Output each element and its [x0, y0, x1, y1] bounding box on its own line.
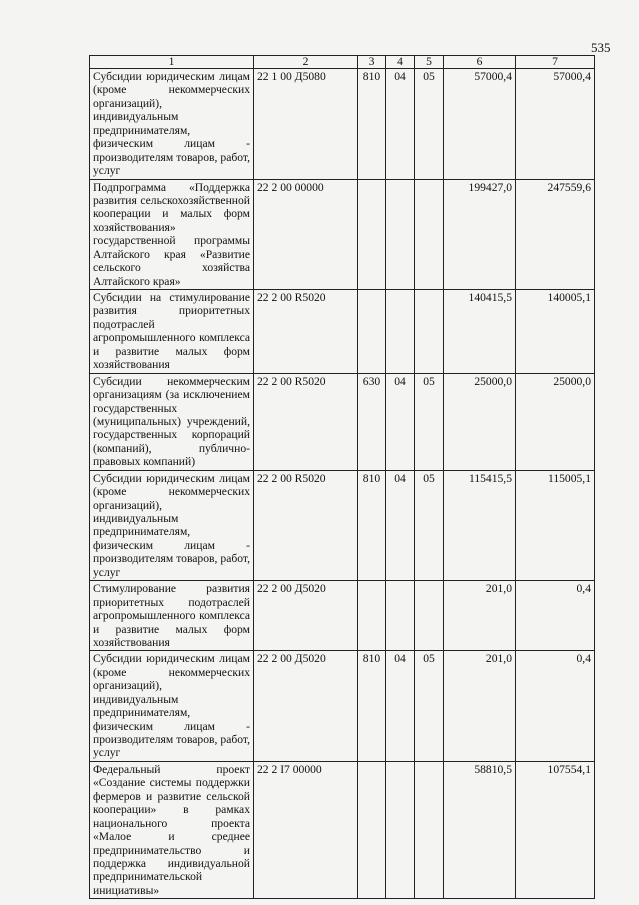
expense-type-cell: 630 [358, 373, 386, 470]
subsection-cell [415, 290, 444, 374]
column-header: 1 [90, 56, 254, 69]
amount-col6-cell: 57000,4 [444, 69, 516, 180]
table-row [90, 69, 595, 180]
amount-col7-cell: 57000,4 [516, 69, 595, 180]
table-row [90, 651, 595, 762]
amount-col6-cell: 25000,0 [444, 373, 516, 470]
page-number: 535 [591, 40, 611, 55]
expense-name-cell: Субсидии на стимулирование развития приоритетных подотраслей агропромышленного комплекса и развитие малых форм хозяйствования [90, 290, 254, 374]
expense-name-cell: Федеральный проект «Создание системы поддержки фермеров и развитие сельской кооперации» в рамках национального проекта «Малое и среднее предпринимательство и поддержка индивидуальной предпринимательской инициативы» [90, 761, 254, 898]
expense-name-cell: Подпрограмма «Поддержка развития сельскохозяйственной кооперации и малых форм хозяйствования» государственной программы Алтайского края «Развитие сельского хозяйства Алтайского края» [90, 179, 254, 290]
amount-col7-cell: 115005,1 [516, 470, 595, 581]
expense-name-cell: Субсидии юридическим лицам (кроме некоммерческих организаций), индивидуальным предпринимателям, физическим лицам - производителям товаров, работ, услуг [90, 470, 254, 581]
amount-col6-cell: 201,0 [444, 581, 516, 651]
table-header-row [90, 56, 595, 69]
amount-col6-cell: 140415,5 [444, 290, 516, 374]
section-cell: 04 [386, 69, 415, 180]
target-code-cell: 22 2 00 Д5020 [254, 581, 358, 651]
table-row [90, 290, 595, 374]
target-code-cell: 22 2 00 R5020 [254, 373, 358, 470]
column-header: 4 [386, 56, 415, 69]
subsection-cell: 05 [415, 470, 444, 581]
table-row [90, 761, 595, 898]
amount-col7-cell: 140005,1 [516, 290, 595, 374]
column-header: 2 [254, 56, 358, 69]
column-header: 6 [444, 56, 516, 69]
table-row [90, 179, 595, 290]
table-row [90, 470, 595, 581]
amount-col6-cell: 58810,5 [444, 761, 516, 898]
section-cell: 04 [386, 373, 415, 470]
target-code-cell: 22 2 00 Д5020 [254, 651, 358, 762]
budget-table [89, 55, 595, 899]
expense-type-cell: 810 [358, 651, 386, 762]
expense-name-cell: Стимулирование развития приоритетных подотраслей агропромышленного комплекса и развитие малых форм хозяйствования [90, 581, 254, 651]
expense-type-cell: 810 [358, 470, 386, 581]
target-code-cell: 22 2 00 R5020 [254, 470, 358, 581]
section-cell [386, 581, 415, 651]
expense-type-cell [358, 581, 386, 651]
subsection-cell: 05 [415, 651, 444, 762]
section-cell [386, 179, 415, 290]
amount-col6-cell: 115415,5 [444, 470, 516, 581]
table-row [90, 581, 595, 651]
amount-col7-cell: 107554,1 [516, 761, 595, 898]
amount-col6-cell: 199427,0 [444, 179, 516, 290]
expense-name-cell: Субсидии некоммерческим организациям (за исключением государственных (муниципальных) учреждений, государственных корпораций (компаний), публично-правовых компаний) [90, 373, 254, 470]
expense-type-cell [358, 761, 386, 898]
table-row [90, 373, 595, 470]
subsection-cell [415, 581, 444, 651]
expense-name-cell: Субсидии юридическим лицам (кроме некоммерческих организаций), индивидуальным предпринимателям, физическим лицам - производителям товаров, работ, услуг [90, 651, 254, 762]
expense-type-cell [358, 290, 386, 374]
column-header: 5 [415, 56, 444, 69]
section-cell: 04 [386, 470, 415, 581]
subsection-cell [415, 761, 444, 898]
column-header: 3 [358, 56, 386, 69]
section-cell: 04 [386, 651, 415, 762]
amount-col7-cell: 0,4 [516, 651, 595, 762]
expense-type-cell [358, 179, 386, 290]
section-cell [386, 290, 415, 374]
subsection-cell: 05 [415, 373, 444, 470]
subsection-cell [415, 179, 444, 290]
target-code-cell: 22 2 00 R5020 [254, 290, 358, 374]
subsection-cell: 05 [415, 69, 444, 180]
amount-col7-cell: 25000,0 [516, 373, 595, 470]
column-header: 7 [516, 56, 595, 69]
amount-col7-cell: 247559,6 [516, 179, 595, 290]
target-code-cell: 22 2 I7 00000 [254, 761, 358, 898]
expense-type-cell: 810 [358, 69, 386, 180]
amount-col6-cell: 201,0 [444, 651, 516, 762]
section-cell [386, 761, 415, 898]
amount-col7-cell: 0,4 [516, 581, 595, 651]
target-code-cell: 22 1 00 Д5080 [254, 69, 358, 180]
target-code-cell: 22 2 00 00000 [254, 179, 358, 290]
expense-name-cell: Субсидии юридическим лицам (кроме некоммерческих организаций), индивидуальным предпринимателям, физическим лицам - производителям товаров, работ, услуг [90, 69, 254, 180]
